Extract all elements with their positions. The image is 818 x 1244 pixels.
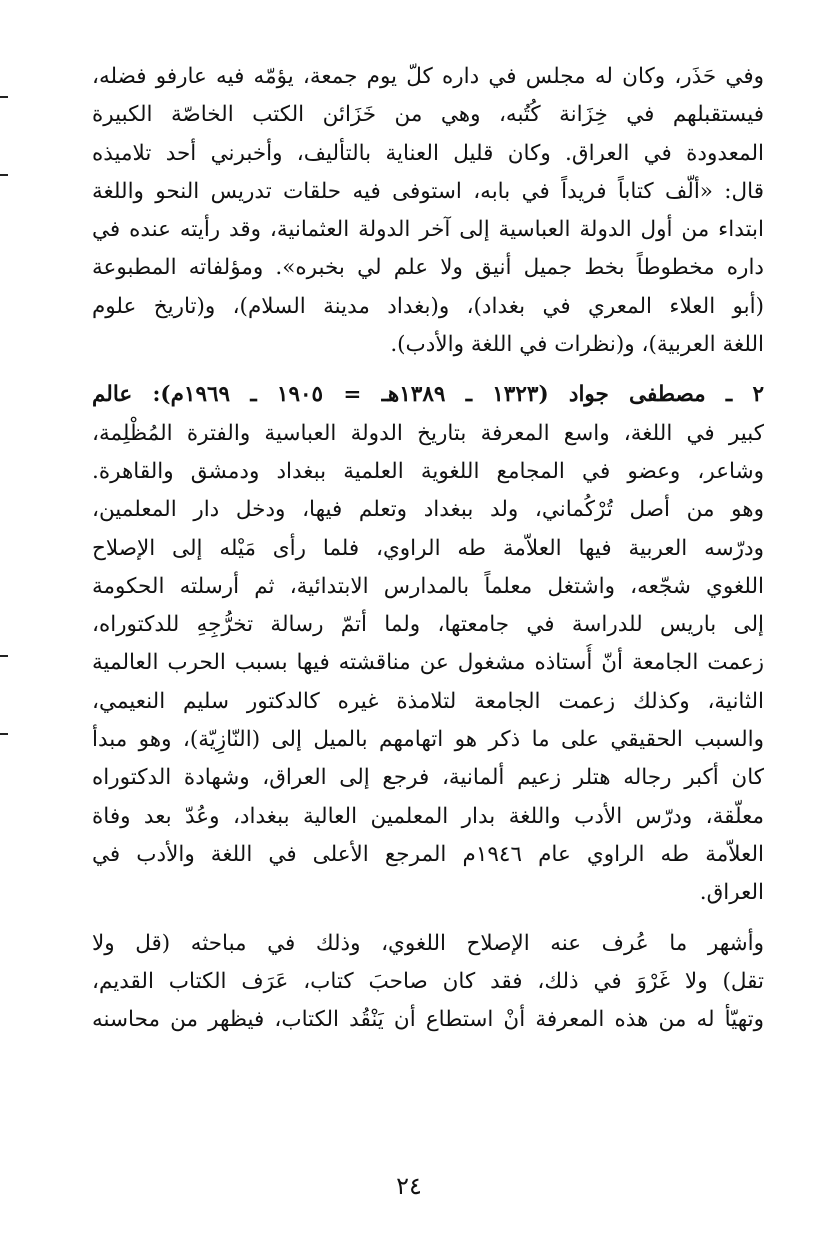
text-line: كان أكبر رجاله هتلر زعيم ألمانية، فرجع إلى العراق، وشهادة الدكتوراه (92, 765, 764, 791)
paragraph-entry-mustafa-jawad (92, 376, 764, 912)
text-line: كبير في اللغة، واسع المعرفة بتاريخ الدولة العباسية والفترة المُظْلِمة، (92, 420, 764, 446)
text-line: معلّقة، ودرّس الأدب واللغة بدار المعلمين العالية ببغداد، وعُدّ بعد وفاة (92, 803, 764, 829)
text-line: وتهيّأ له من هذه المعرفة أنْ استطاع أن يَنْقُد الكتاب، فيظهر من محاسنه (92, 1007, 764, 1033)
text-line: ابتداء من أول الدولة العباسية إلى آخر الدولة العثمانية، وقد رأيته عنده في (92, 217, 764, 243)
paragraph-language-reform (92, 925, 764, 1040)
scan-margin-mark (0, 655, 8, 657)
paragraph-gap (92, 364, 764, 376)
text-line: وأشهر ما عُرف عنه الإصلاح اللغوي، وذلك في مباحثه (قل ولا (92, 930, 764, 956)
paragraph-gap (92, 913, 764, 925)
text-line: (أبو العلاء المعري في بغداد)، و(بغداد مدينة السلام)، و(تاريخ علوم (92, 293, 764, 319)
document-page (92, 58, 764, 1039)
scan-margin-mark (0, 174, 8, 176)
text-line: الثانية، وكذلك زعمت الجامعة لتلامذة غيره كالدكتور سليم النعيمي، (92, 688, 764, 714)
text-line: العلاّمة طه الراوي عام ١٩٤٦م المرجع الأعلى في اللغة والأدب في (92, 841, 764, 867)
scan-margin-mark (0, 733, 8, 735)
text-line: فيستقبلهم في خِزَانة كُتُبه، وهي من خَزَائن الكتب الخاصّة الكبيرة (92, 102, 764, 128)
text-line: اللغة العربية)، و(نظرات في اللغة والأدب). (390, 332, 764, 358)
entry-heading-line: ٢ ـ مصطفى جواد (١٣٢٣ ـ ١٣٨٩هـ = ١٩٠٥ ـ ١٩٦٩م): عالم (92, 382, 764, 408)
paragraph-continued (92, 58, 764, 364)
text-line: المعدودة في العراق. وكان قليل العناية بالتأليف، وأخبرني أحد تلاميذه (92, 140, 764, 166)
text-line: اللغوي شجّعه، واشتغل معلماً بالمدارس الابتدائية، ثم أرسلته الحكومة (92, 573, 764, 599)
text-line: العراق. (699, 880, 764, 906)
text-line: تقل) ولا غَرْوَ في ذلك، فقد كان صاحبَ كتاب، عَرَف الكتاب القديم، (92, 968, 764, 994)
scan-margin-mark (0, 96, 8, 98)
page-number: ٢٤ (396, 1172, 422, 1200)
text-line: زعمت الجامعة أنّ أُستاذه مشغول عن مناقشته فيها بسبب الحرب العالمية (92, 650, 764, 676)
text-line: داره مخطوطاً بخط جميل أنيق ولا علم لي بخبره». ومؤلفاته المطبوعة (92, 255, 764, 281)
text-line: إلى باريس للدراسة في جامعتها، ولما أتمّ رسالة تخرُّجِهِ للدكتوراه، (92, 612, 764, 638)
text-line: قال: «ألّف كتاباً فريداً في بابه، استوفى فيه حلقات تدريس النحو واللغة (92, 178, 764, 204)
text-line: وفي حَذَر، وكان له مجلس في داره كلّ يوم جمعة، يؤمّه فيه عارفو فضله، (92, 64, 764, 89)
text-line: ودرّسه العربية فيها العلاّمة طه الراوي، فلما رأى مَيْله إلى الإصلاح (92, 535, 764, 561)
text-line: والسبب الحقيقي على ما ذكر هو اتهامهم بالميل إلى (النّازِيّة)، وهو مبدأ (92, 727, 764, 753)
text-line: وشاعر، وعضو في المجامع اللغوية العلمية ببغداد ودمشق والقاهرة. (92, 458, 764, 484)
text-line: وهو من أصل تُرْكُماني، ولد ببغداد وتعلم فيها، ودخل دار المعلمين، (92, 497, 764, 523)
